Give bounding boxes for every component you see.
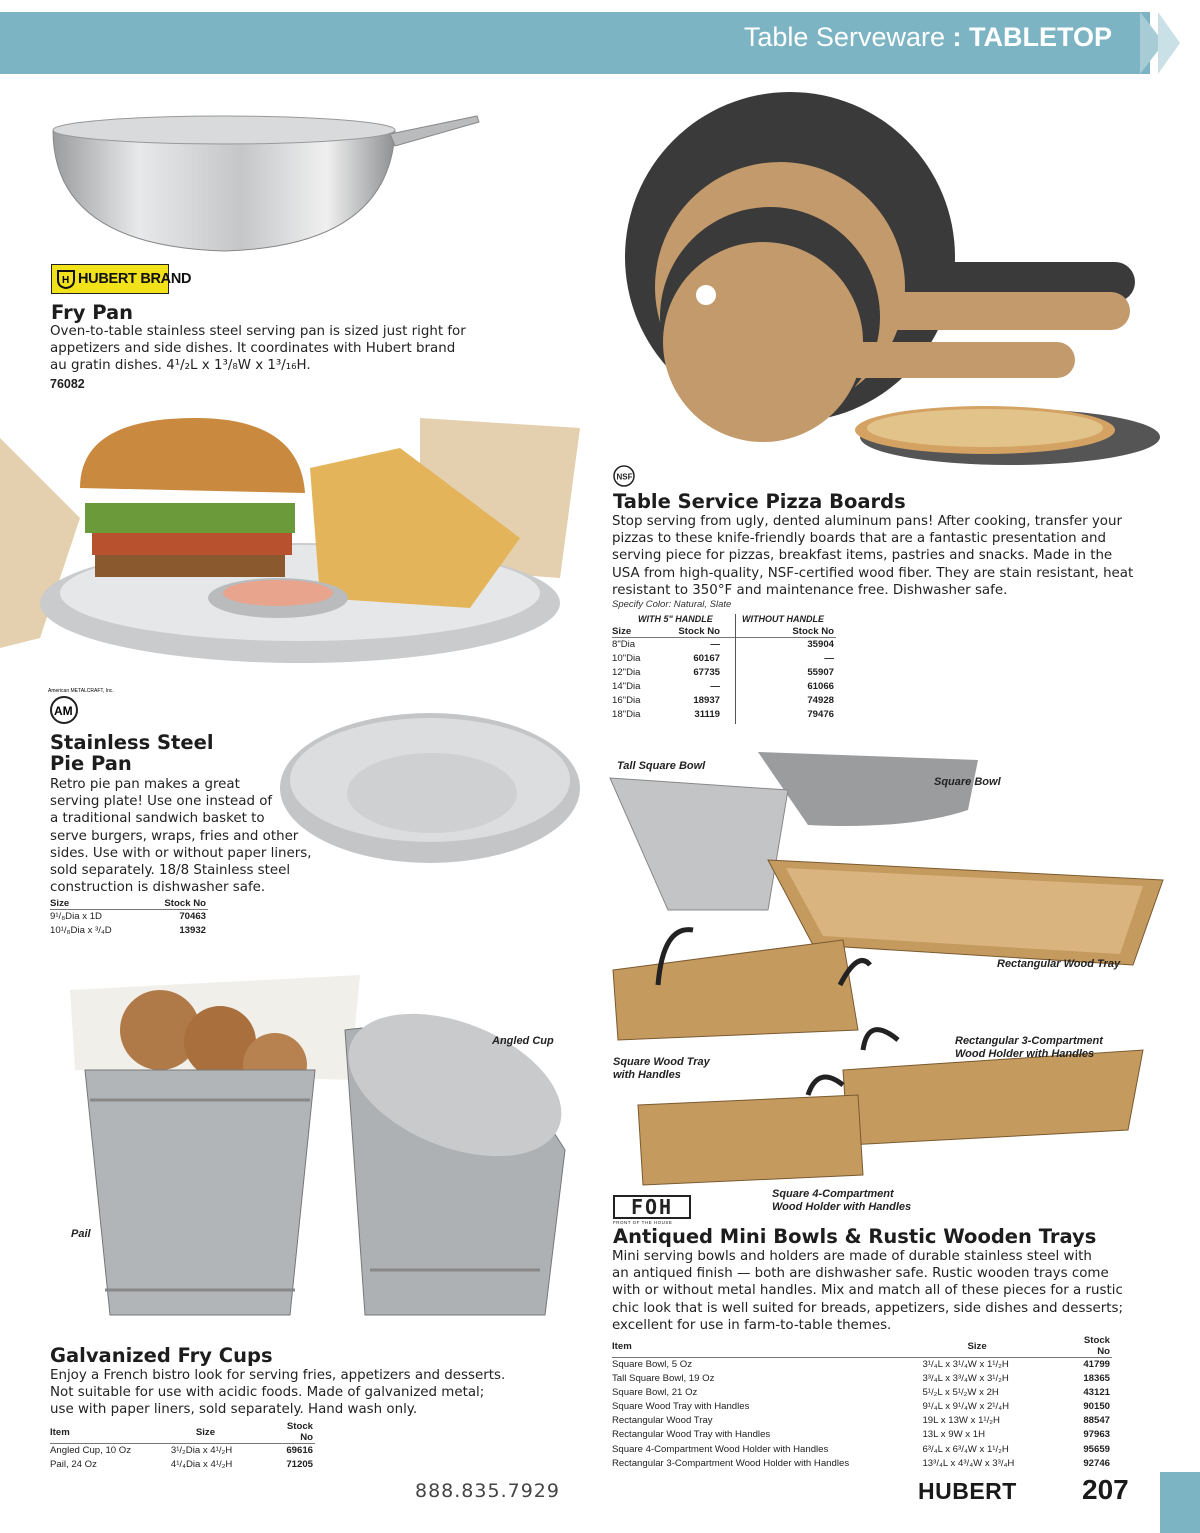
page-number: 207 — [1082, 1474, 1129, 1505]
caption-rect-wood-tray: Rectangular Wood Tray — [997, 958, 1121, 970]
pizza-boards-title: Table Service Pizza Boards — [613, 490, 906, 513]
am-badge-label: AM — [54, 704, 73, 718]
bowls-trays-desc-line: an antiqued finish — both are dishwasher safe. Rustic wooden trays come — [612, 1266, 1109, 1282]
table-row: Square 4-Compartment Wood Holder with Handles 6³/₄L x 6³/₄W x 1¹/₂H 95659 — [612, 1443, 1110, 1455]
table-row: 12"Dia 67735 55907 — [612, 667, 834, 679]
pie-pan-desc-line: a traditional sandwich basket to — [50, 811, 265, 827]
table-row: 8"Dia — 35904 — [612, 639, 834, 650]
footer-tab — [1160, 1472, 1200, 1533]
pie-pan-desc-line: construction is dishwasher safe. — [50, 880, 266, 896]
pie-pan-desc-line: sides. Use with or without paper liners, — [50, 845, 312, 861]
page-section-title: Table Serveware : TABLETOP — [743, 22, 1112, 52]
pizza-boards-table — [612, 614, 836, 723]
bowls-trays-table: Item Size Stock No Square Bowl, 5 Oz 3¹/₄L x 3¹/₄W x 1¹/₂H 41799 Tall Square Bowl, 19 Oz 3³/₄L x 3³/₄W x 3¹/₂H 18365 Square Bowl, 21 Oz 5¹/₂L x 5¹/₂W x 2H 43121 Square Wood Tray with Handles 9¹/₄L x 9¹/₄W x 2¹/₄H 90150 Rectangular Wood Tray 19L x 13W x 1¹/₂H 88547 Rectangular Wood Tray with Handles 13L x 9W x 1H 97963 Square 4-Compartment Wood Holder with Handles 6³/₄L x 6³/₄W x 1¹/₂H 95659 Rectangular 3-Compartment Wood Holder with Handles 13³/₄L x 4³/₄W x 3³/₄H 92746 — [612, 1335, 1112, 1471]
col-header: Size — [612, 626, 670, 638]
pizza-boards-desc-line: pizzas to these knife-friendly boards that are a fantastic presentation and — [612, 531, 1107, 547]
fry-cups-title: Galvanized Fry Cups — [50, 1344, 273, 1367]
caption-square-wood-tray: Square Wood Tray with Handles — [613, 1056, 710, 1081]
pie-pan-desc-line: serving plate! Use one instead of — [50, 794, 273, 810]
pie-pan-desc-line: sold separately. 18/8 Stainless steel — [50, 863, 291, 879]
table-row: 16"Dia 18937 74928 — [612, 695, 834, 707]
caption-square-bowl: Square Bowl — [934, 776, 1001, 788]
table-row: Pail, 24 Oz 4¹/₄Dia x 4¹/₂H 71205 — [50, 1459, 313, 1471]
shield-icon — [56, 269, 76, 289]
pizza-boards-specify: Specify Color: Natural, Slate — [612, 599, 732, 610]
fry-cups-desc-line: Enjoy a French bistro look for serving fries, appetizers and desserts. — [50, 1368, 506, 1383]
col-header: Stock No — [670, 626, 722, 638]
bowls-trays-desc-line: with or without metal handles. Mix and match all of these pieces for a rustic — [612, 1283, 1123, 1299]
table-row: Rectangular Wood Tray with Handles 13L x 9W x 1H 97963 — [612, 1429, 1110, 1441]
bowls-trays-image — [608, 750, 1168, 1200]
caption-pail: Pail — [71, 1228, 91, 1240]
col-header: Stock No — [722, 626, 836, 638]
fry-pan-title: Fry Pan — [51, 301, 133, 324]
chevron-right-icon — [1158, 12, 1180, 74]
pizza-boards-desc-line: resistant to 350°F and maintenance free. Dishwasher safe. — [612, 582, 1008, 598]
pizza-boards-image — [615, 92, 1155, 477]
table-row: 14"Dia — 61066 — [612, 681, 834, 693]
fry-cups-image — [60, 970, 580, 1345]
table-row: Square Bowl, 5 Oz 3¹/₄L x 3¹/₄W x 1¹/₂H 41799 — [612, 1359, 1110, 1370]
pie-pan-table: Size Stock No 9¹/₈Dia x 1D 70463 10¹/₈Dia x ³/₄D 13932 — [50, 898, 208, 938]
bowls-trays-desc-line: excellent for use in farm-to-table themes. — [612, 1317, 892, 1333]
table-row: 9¹/₈Dia x 1D 70463 — [50, 911, 206, 922]
fry-cups-table: Item Size Stock No Angled Cup, 10 Oz 3¹/₂Dia x 4¹/₂H 69616 Pail, 24 Oz 4¹/₄Dia x 4¹/₂H 71205 — [50, 1421, 315, 1472]
pie-pan-desc-line: Retro pie pan makes a great — [50, 777, 240, 792]
caption-angled-cup: Angled Cup — [492, 1035, 554, 1047]
fry-cups-desc-line: Not suitable for use with acidic foods. Made of galvanized metal; — [50, 1385, 485, 1401]
caption-rect-3comp: Rectangular 3-Compartment Wood Holder with Handles — [955, 1035, 1103, 1060]
fry-pan-desc-line: appetizers and side dishes. It coordinates with Hubert brand — [50, 341, 456, 357]
table-row: 10¹/₈Dia x ³/₄D 13932 — [50, 925, 206, 937]
footer-phone: 888.835.7929 — [415, 1480, 560, 1502]
table-row: Tall Square Bowl, 19 Oz 3³/₄L x 3³/₄W x 3¹/₂H 18365 — [612, 1373, 1110, 1385]
hubert-brand-logo: H HUBERT BRAND — [51, 264, 169, 294]
fry-pan-stock-no: 76082 — [50, 377, 85, 391]
bowls-trays-title: Antiqued Mini Bowls & Rustic Wooden Trays — [613, 1225, 1097, 1248]
nsf-certified-icon — [613, 465, 635, 487]
fry-pan-desc-line: Oven-to-table stainless steel serving pan is sized just right for — [50, 324, 466, 339]
table-row: Square Bowl, 21 Oz 5¹/₂L x 5¹/₂W x 2H 43121 — [612, 1387, 1110, 1399]
pie-pan-title: Stainless Steel Pie Pan — [50, 731, 214, 775]
caption-square-4comp: Square 4-Compartment Wood Holder with Handles — [772, 1188, 912, 1213]
american-metalcraft-logo — [46, 684, 114, 732]
table-row: Square Wood Tray with Handles 9¹/₄L x 9¹/₄W x 2¹/₄H 90150 — [612, 1401, 1110, 1413]
table-row: Angled Cup, 10 Oz 3¹/₂Dia x 4¹/₂H 69616 — [50, 1445, 313, 1456]
bowls-trays-desc-line: Mini serving bowls and holders are made of durable stainless steel with — [612, 1249, 1092, 1264]
svg-text:H: H — [62, 275, 70, 286]
table-row: Rectangular Wood Tray 19L x 13W x 1¹/₂H 88547 — [612, 1415, 1110, 1427]
pizza-boards-desc-line: serving piece for pizzas, breakfast items, pastries and snacks. Made in the — [612, 548, 1113, 564]
pizza-boards-desc-line: Stop serving from ugly, dented aluminum pans! After cooking, transfer your — [612, 514, 1122, 529]
am-badge-text: American METALCRAFT, Inc. — [48, 688, 114, 694]
table-row: Rectangular 3-Compartment Wood Holder with Handles 13³/₄L x 4³/₄W x 3³/₄H 92746 — [612, 1457, 1110, 1469]
group-header: WITH 5" HANDLE — [638, 614, 713, 624]
bowls-trays-desc-line: chic look that is well suited for breads, appetizers, side dishes and desserts; — [612, 1300, 1123, 1316]
table-row: 18"Dia 31119 79476 — [612, 709, 834, 721]
fry-pan-image — [45, 106, 485, 261]
pie-pan-desc-line: serve burgers, wraps, fries and other — [50, 828, 299, 844]
fry-cups-desc-line: use with paper liners, sold separately. Hand wash only. — [50, 1402, 418, 1418]
foh-brand-logo: FOH FRONT OF THE HOUSE — [613, 1195, 693, 1225]
fry-pan-desc-line: au gratin dishes. 4¹/₂L x 1³/₈W x 1³/₁₆H. — [50, 358, 311, 374]
nsf-badge-label: NSF — [616, 472, 633, 482]
caption-tall-square-bowl: Tall Square Bowl — [617, 760, 706, 772]
pizza-boards-desc-line: USA from high-quality, NSF-certified wood fiber. They are stain resistant, heat — [612, 565, 1134, 581]
group-header: WITHOUT HANDLE — [742, 614, 824, 624]
table-row: 10"Dia 60167 — — [612, 653, 834, 665]
footer-brand: HUBERT — [918, 1478, 1017, 1504]
